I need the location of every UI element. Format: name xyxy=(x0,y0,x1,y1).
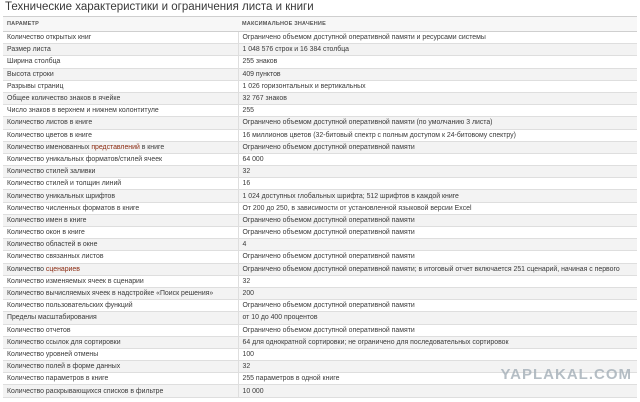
parameter-cell: Количество открытых книг xyxy=(3,32,238,44)
table-row xyxy=(3,312,637,324)
parameter-cell: Число знаков в верхнем и нижнем колонтитуле xyxy=(3,105,238,117)
parameter-cell: Количество стилей и толщин линий xyxy=(3,178,238,190)
parameter-text: Количество именованных xyxy=(7,143,92,151)
parameter-cell: Количество раскрывающихся списков в фильтре xyxy=(3,385,238,397)
value-cell: 200 xyxy=(238,287,637,299)
value-cell: 255 xyxy=(238,105,637,117)
table-row xyxy=(3,275,637,287)
table-row xyxy=(3,117,637,129)
value-cell: 16 миллионов цветов (32-битовый спектр с полным доступом к 24-битовому спектру) xyxy=(238,129,637,141)
parameter-cell: Пределы масштабирования xyxy=(3,312,238,324)
parameter-cell: Количество уровней отмены xyxy=(3,348,238,360)
table-row xyxy=(3,239,637,251)
value-cell: 1 024 доступных глобальных шрифта; 512 шрифтов в каждой книге xyxy=(238,190,637,202)
parameter-cell: Общее количество знаков в ячейке xyxy=(3,92,238,104)
parameter-cell: Высота строки xyxy=(3,68,238,80)
table-row xyxy=(3,153,637,165)
table-row xyxy=(3,105,637,117)
parameter-cell: Количество областей в окне xyxy=(3,239,238,251)
table-row xyxy=(3,385,637,397)
parameter-cell: Количество уникальных форматов/стилей ячеек xyxy=(3,153,238,165)
parameter-cell: Количество стилей заливки xyxy=(3,166,238,178)
table-row xyxy=(3,80,637,92)
table-body xyxy=(3,32,637,398)
column-header-parameter: ПАРАМЕТР xyxy=(3,17,238,32)
value-cell: 32 xyxy=(238,166,637,178)
value-cell: 1 026 горизонтальных и вертикальных xyxy=(238,80,637,92)
value-cell: 64 для однократной сортировки; не ограничено для последовательных сортировок xyxy=(238,336,637,348)
table-row xyxy=(3,251,637,263)
parameter-text: Количество xyxy=(7,265,46,273)
parameter-cell: Количество листов в книге xyxy=(3,117,238,129)
value-cell: 10 000 xyxy=(238,385,637,397)
value-cell: Ограничено объемом доступной оперативной памяти xyxy=(238,251,637,263)
watermark-logo: YAPLAKAL.COM xyxy=(500,366,632,383)
parameter-cell: Количество цветов в книге xyxy=(3,129,238,141)
parameter-cell: Количество имен в книге xyxy=(3,214,238,226)
table-row xyxy=(3,263,637,275)
table-row xyxy=(3,92,637,104)
parameter-cell: Количество изменяемых ячеек в сценарии xyxy=(3,275,238,287)
parameter-cell: Количество уникальных шрифтов xyxy=(3,190,238,202)
parameter-cell: Количество параметров в книге xyxy=(3,373,238,385)
parameter-cell: Количество вычисляемых ячеек в надстройке «Поиск решения» xyxy=(3,287,238,299)
parameter-link[interactable]: представлений xyxy=(91,143,140,151)
table-row xyxy=(3,141,637,153)
table-row xyxy=(3,44,637,56)
table-row xyxy=(3,324,637,336)
table-row xyxy=(3,68,637,80)
table-header-row xyxy=(3,17,637,32)
value-cell: 16 xyxy=(238,178,637,190)
table-row xyxy=(3,348,637,360)
table-row xyxy=(3,178,637,190)
value-cell: Ограничено объемом доступной оперативной памяти (по умолчанию 3 листа) xyxy=(238,117,637,129)
table-row xyxy=(3,287,637,299)
parameter-cell: Количество пользовательских функций xyxy=(3,300,238,312)
value-cell: Ограничено объемом доступной оперативной памяти и ресурсами системы xyxy=(238,32,637,44)
value-cell: 64 000 xyxy=(238,153,637,165)
parameter-text: в книге xyxy=(139,143,165,151)
value-cell: 255 параметров в одной книге xyxy=(238,373,637,385)
parameter-link[interactable]: сценариев xyxy=(45,265,80,273)
value-cell: 409 пунктов xyxy=(238,68,637,80)
value-cell: от 10 до 400 процентов xyxy=(238,312,637,324)
parameter-cell: Количество численных форматов в книге xyxy=(3,202,238,214)
parameter-cell: Размер листа xyxy=(3,44,238,56)
value-cell: Ограничено объемом доступной оперативной памяти xyxy=(238,324,637,336)
value-cell: 100 xyxy=(238,348,637,360)
parameter-cell xyxy=(3,141,238,153)
value-cell: Ограничено объемом доступной оперативной памяти xyxy=(238,300,637,312)
value-cell: От 200 до 250, в зависимости от установленной языковой версии Excel xyxy=(238,202,637,214)
value-cell: Ограничено объемом доступной оперативной памяти; в итоговый отчет включается 251 сценарий, начиная с первого xyxy=(238,263,637,275)
table-row xyxy=(3,202,637,214)
parameter-cell: Разрывы страниц xyxy=(3,80,238,92)
value-cell: 32 xyxy=(238,275,637,287)
value-cell: 1 048 576 строк и 16 384 столбца xyxy=(238,44,637,56)
table-row xyxy=(3,56,637,68)
specs-table xyxy=(3,16,637,398)
parameter-cell: Ширина столбца xyxy=(3,56,238,68)
value-cell: Ограничено объемом доступной оперативной памяти xyxy=(238,227,637,239)
table-row xyxy=(3,166,637,178)
table-row xyxy=(3,32,637,44)
value-cell: 4 xyxy=(238,239,637,251)
table-row xyxy=(3,227,637,239)
parameter-cell: Количество связанных листов xyxy=(3,251,238,263)
column-header-max-value: МАКСИМАЛЬНОЕ ЗНАЧЕНИЕ xyxy=(238,17,637,32)
table-row xyxy=(3,190,637,202)
parameter-cell: Количество ссылок для сортировки xyxy=(3,336,238,348)
table-row xyxy=(3,129,637,141)
table-row xyxy=(3,336,637,348)
page-title: Технические характеристики и ограничения листа и книги xyxy=(5,1,314,13)
value-cell: 32 767 знаков xyxy=(238,92,637,104)
parameter-cell: Количество полей в форме данных xyxy=(3,361,238,373)
table-row xyxy=(3,300,637,312)
value-cell: Ограничено объемом доступной оперативной памяти xyxy=(238,214,637,226)
parameter-cell xyxy=(3,263,238,275)
value-cell: 32 xyxy=(238,361,637,373)
parameter-cell: Количество окон в книге xyxy=(3,227,238,239)
value-cell: Ограничено объемом доступной оперативной памяти xyxy=(238,141,637,153)
value-cell: 255 знаков xyxy=(238,56,637,68)
parameter-cell: Количество отчетов xyxy=(3,324,238,336)
table-row xyxy=(3,214,637,226)
